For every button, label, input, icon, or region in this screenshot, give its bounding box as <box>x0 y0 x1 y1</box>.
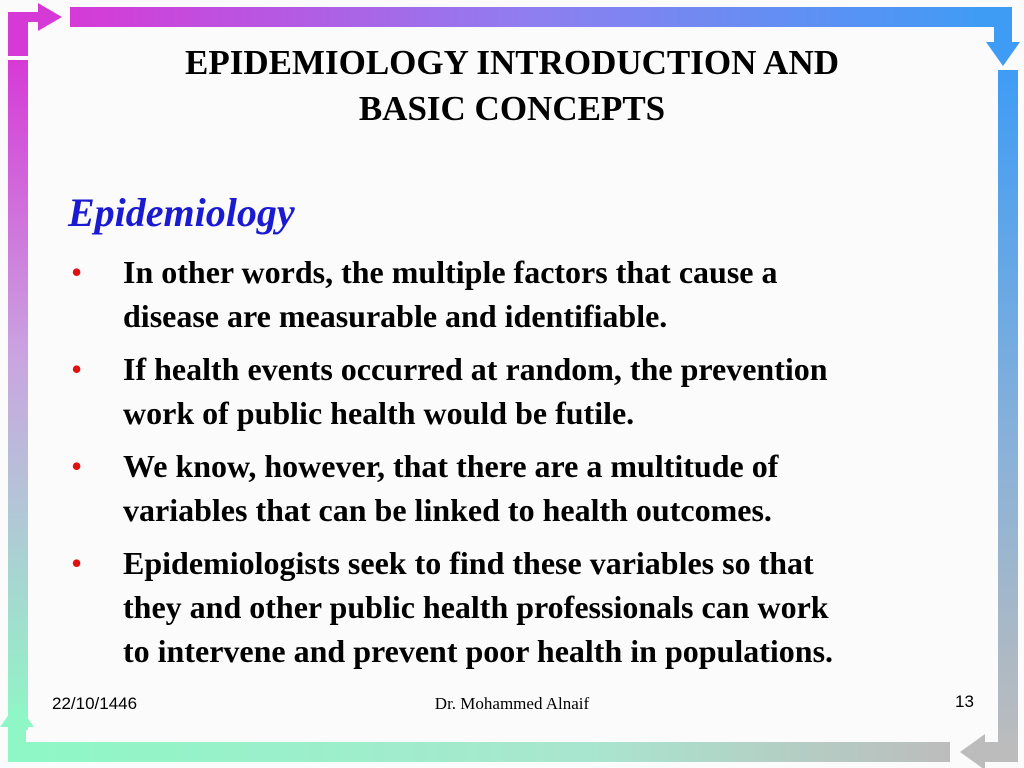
bullet-icon: • <box>71 351 83 387</box>
bullet-icon: • <box>71 254 83 290</box>
bullet-text-line: If health events occurred at random, the prevention <box>123 351 828 387</box>
slide-title-line-1: EPIDEMIOLOGY INTRODUCTION AND <box>184 43 840 82</box>
bullet-text-line: We know, however, that there are a multitude of <box>123 448 779 484</box>
section-heading: Epidemiology <box>68 190 295 235</box>
bullet-item <box>68 541 968 673</box>
bullet-icon: • <box>71 545 83 581</box>
bullet-icon: • <box>71 448 83 484</box>
frame-bottom-bar <box>40 742 950 762</box>
bullet-item <box>68 347 968 435</box>
bullet-text-line: disease are measurable and identifiable. <box>123 298 668 334</box>
slide-title-line-2: BASIC CONCEPTS <box>358 89 666 128</box>
frame-top-bar <box>70 7 988 27</box>
bullet-item <box>68 250 968 338</box>
bullet-text-line: work of public health would be futile. <box>123 395 635 431</box>
bullet-list <box>68 250 968 682</box>
bullet-text-line: Epidemiologists seek to find these variables so that <box>123 545 814 581</box>
bullet-text-line: variables that can be linked to health outcomes. <box>123 492 772 528</box>
bullet-text-line: In other words, the multiple factors that cause a <box>123 254 778 290</box>
frame-left-bar <box>8 60 28 730</box>
footer-author: Dr. Mohammed Alnaif <box>434 694 590 713</box>
page-number: 13 <box>955 692 974 711</box>
frame-right-bar <box>998 70 1018 750</box>
bullet-item <box>68 444 968 532</box>
bullet-text-line: to intervene and prevent poor health in populations. <box>123 633 834 669</box>
frame-arrow-top-left <box>8 3 62 56</box>
frame-arrow-top-right <box>974 7 1020 66</box>
bullet-text-line: they and other public health professionals can work <box>123 589 829 625</box>
slide-title <box>110 40 914 132</box>
footer-date: 22/10/1446 <box>52 694 138 713</box>
